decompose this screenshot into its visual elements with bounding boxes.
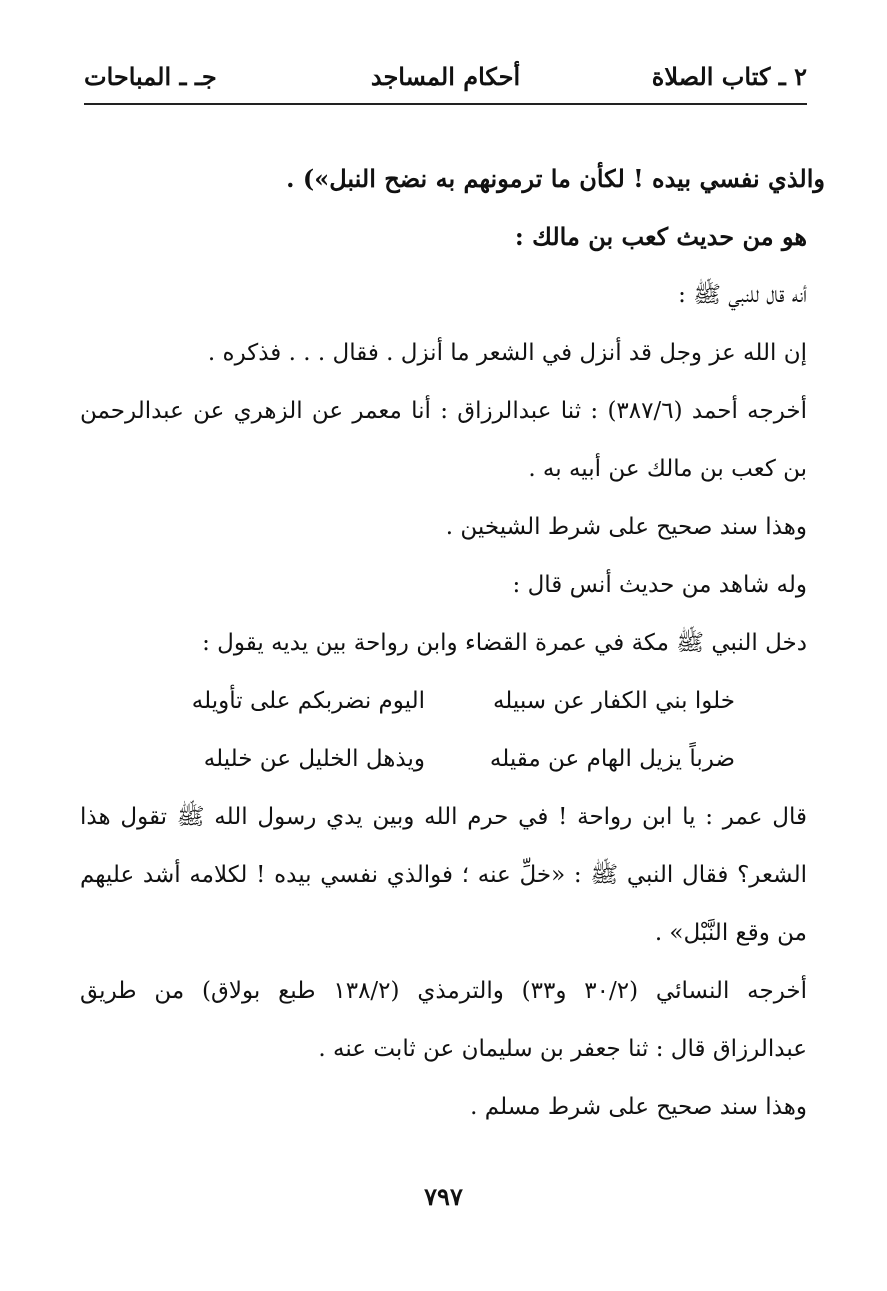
paragraph: وهذا سند صحيح على شرط مسلم . (470, 1094, 807, 1120)
header-title: أحكام المساجد (370, 62, 521, 91)
header-section: جـ ـ المباحات (84, 62, 217, 91)
page-number: ٧٩٧ (424, 1182, 463, 1211)
verse-hemistich: اليوم نضربكم على تأويله (191, 688, 425, 714)
page-body (80, 150, 825, 1136)
paragraph: إن الله عز وجل قد أنزل في الشعر ما أنزل . فقال . . . فذكره . (207, 340, 807, 366)
poem-verse (80, 730, 825, 788)
paragraph: وهذا سند صحيح على شرط الشيخين . (445, 514, 807, 540)
paragraph: وله شاهد من حديث أنس قال : (512, 572, 807, 598)
verse-hemistich: خلوا بني الكفار عن سبيله (492, 688, 735, 714)
header-chapter: ٢ ـ كتاب الصلاة (651, 62, 807, 91)
paragraph: أخرجه أحمد (٣٨٧/٦) : ثنا عبدالرزاق : أنا معمر عن الزهري عن عبدالرحمن بن كعب بن مالك عن أبيه به . (80, 398, 807, 482)
running-header (84, 62, 807, 100)
paragraph: قال عمر : يا ابن رواحة ! في حرم الله وبين يدي رسول الله ﷺ تقول هذا الشعر؟ فقال النبي ﷺ : «خلِّ عنه ؛ فوالذي نفسي بيده ! لكلامه أشد عليهم من وقع النَّبْل» . (80, 804, 807, 946)
paragraph: هو من حديث كعب بن مالك : (514, 222, 807, 251)
paragraph: أنه قال للنبي ﷺ : (678, 282, 807, 308)
paragraph: أخرجه النسائي (٣٠/٢ و٣٣) والترمذي (١٣٨/٢ طبع بولاق) من طريق عبدالرزاق قال : ثنا جعفر بن سليمان عن ثابت عنه . (80, 978, 807, 1062)
paragraph: دخل النبي ﷺ مكة في عمرة القضاء وابن رواحة بين يديه يقول : (202, 630, 807, 656)
poem-verse (80, 672, 825, 730)
verse-hemistich: ويذهل الخليل عن خليله (203, 746, 425, 772)
verse-hemistich: ضرباً يزيل الهام عن مقيله (489, 746, 735, 772)
paragraph: والذي نفسي بيده ! لكأن ما ترمونهم به نضح النبل») . (286, 164, 825, 193)
header-rule (84, 103, 807, 105)
